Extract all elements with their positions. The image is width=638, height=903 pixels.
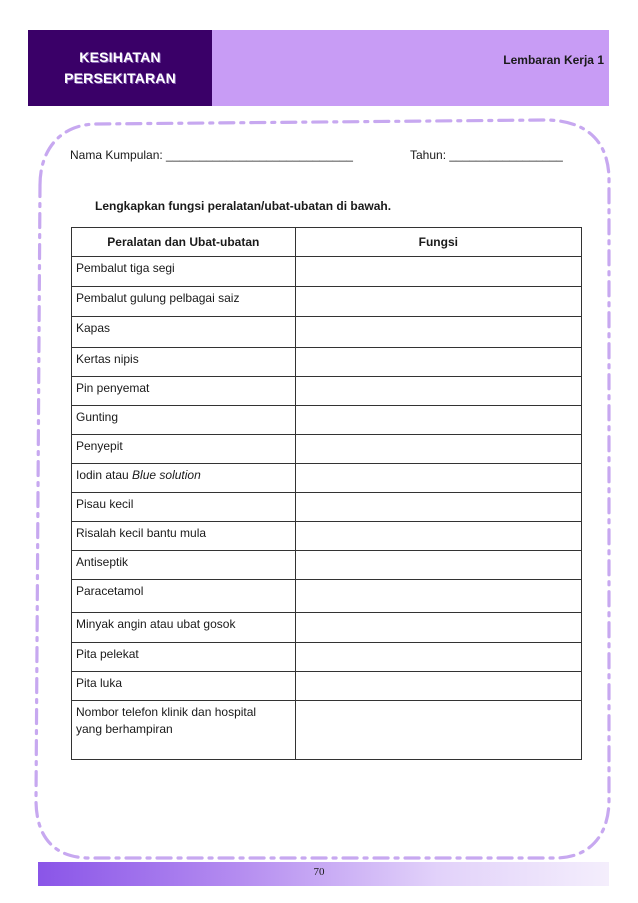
table-row	[72, 377, 582, 406]
equipment-cell: Antiseptik	[72, 551, 296, 580]
function-cell[interactable]	[295, 348, 581, 377]
function-cell[interactable]	[295, 317, 581, 348]
table-row	[72, 613, 582, 643]
worksheet-label: Lembaran Kerja 1	[503, 53, 604, 67]
function-cell[interactable]	[295, 613, 581, 643]
subject-title-box	[28, 30, 212, 106]
equipment-cell: Pin penyemat	[72, 377, 296, 406]
function-cell[interactable]	[295, 287, 581, 317]
equipment-cell: Kapas	[72, 317, 296, 348]
table-header-row	[72, 228, 582, 257]
table-row	[72, 435, 582, 464]
equipment-cell: Minyak angin atau ubat gosok	[72, 613, 296, 643]
equipment-cell: Pembalut tiga segi	[72, 257, 296, 287]
function-cell[interactable]	[295, 643, 581, 672]
table-row	[72, 348, 582, 377]
equipment-cell: Penyepit	[72, 435, 296, 464]
column-header-equipment: Peralatan dan Ubat-ubatan	[72, 228, 296, 257]
table-row	[72, 464, 582, 493]
equipment-text: Iodin atau	[76, 468, 133, 482]
table-row	[72, 643, 582, 672]
subject-title-line2: PERSEKITARAN	[64, 70, 176, 86]
table-row	[72, 701, 582, 760]
subject-title-line1: KESIHATAN	[79, 49, 161, 65]
equipment-cell: Gunting	[72, 406, 296, 435]
equipment-table	[71, 227, 582, 760]
function-cell[interactable]	[295, 257, 581, 287]
table-row	[72, 551, 582, 580]
function-cell[interactable]	[295, 435, 581, 464]
table-row	[72, 493, 582, 522]
instruction-text: Lengkapkan fungsi peralatan/ubat-ubatan di bawah.	[95, 199, 392, 213]
function-cell[interactable]	[295, 493, 581, 522]
table-row	[72, 287, 582, 317]
equipment-cell	[72, 701, 296, 760]
table-row	[72, 522, 582, 551]
function-cell[interactable]	[295, 464, 581, 493]
function-cell[interactable]	[295, 522, 581, 551]
equipment-text-italic: Blue solution	[132, 468, 201, 482]
equipment-cell: Risalah kecil bantu mula	[72, 522, 296, 551]
page-number: 70	[313, 866, 325, 878]
equipment-cell: Paracetamol	[72, 580, 296, 613]
equipment-cell: Pembalut gulung pelbagai saiz	[72, 287, 296, 317]
equipment-cell	[72, 464, 296, 493]
function-cell[interactable]	[295, 377, 581, 406]
table-row	[72, 672, 582, 701]
table-row	[72, 406, 582, 435]
table-row	[72, 257, 582, 287]
function-cell[interactable]	[295, 406, 581, 435]
equipment-text: yang berhampiran	[76, 722, 173, 736]
year-field[interactable]: Tahun: _________________	[410, 148, 563, 162]
equipment-cell: Pisau kecil	[72, 493, 296, 522]
equipment-cell: Pita luka	[72, 672, 296, 701]
function-cell[interactable]	[295, 551, 581, 580]
function-cell[interactable]	[295, 580, 581, 613]
equipment-text: Nombor telefon klinik dan hospital	[76, 705, 257, 719]
table-row	[72, 580, 582, 613]
equipment-cell: Pita pelekat	[72, 643, 296, 672]
column-header-function: Fungsi	[295, 228, 581, 257]
table-row	[72, 317, 582, 348]
group-name-field[interactable]: Nama Kumpulan: ____________________________	[70, 148, 353, 162]
function-cell[interactable]	[295, 701, 581, 760]
function-cell[interactable]	[295, 672, 581, 701]
equipment-cell: Kertas nipis	[72, 348, 296, 377]
